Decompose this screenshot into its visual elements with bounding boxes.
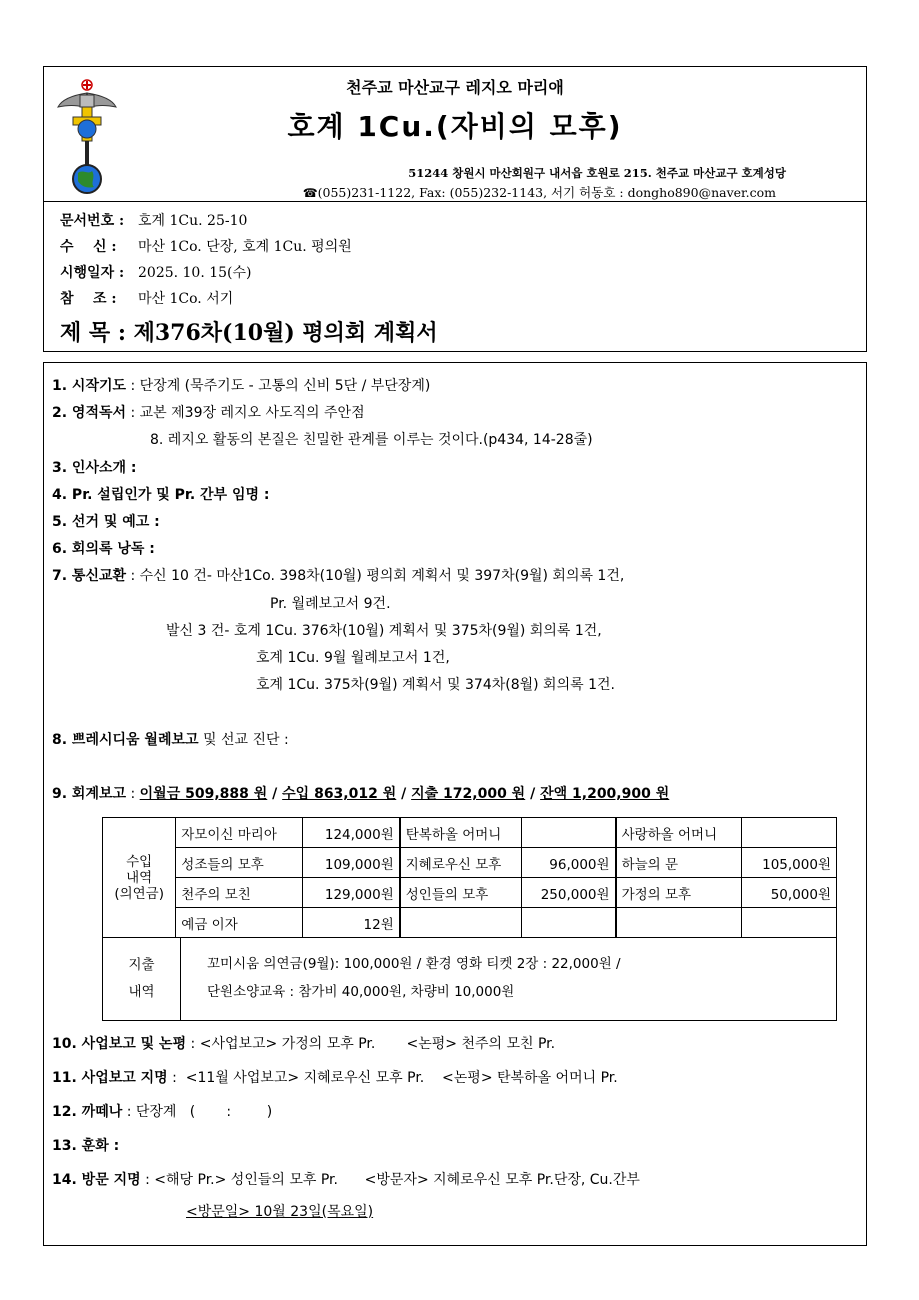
curia-title: 호계 1Cu.(자비의 모후) [287,110,623,143]
reference-row [60,288,233,308]
agenda-item-13: 13. 훈화 : [52,1138,120,1154]
reference: 마산 1Co. 서기 [138,291,234,307]
subject: 제376차(10월) 평의회 계획서 [133,320,438,346]
agenda-item-11: 11. 사업보고 지명 : <11월 사업보고> 지혜로우신 모후 Pr. <논평> 탄복하올 어머니 Pr. [52,1070,618,1086]
agenda-item-12: 12. 까떼나 : 단장계 ( : ) [52,1104,273,1120]
table-row: 천주의 모친 129,000원 성인들의 모후 250,000원 가정의 모후 50,000원 [103,878,837,908]
agenda-item-4: 4. Pr. 설립인가 및 Pr. 간부 임명 : [52,487,270,503]
carry-over: 이월금 509,888 원 [139,786,268,802]
recipient-label: 수 신 : [60,239,117,255]
reference-label: 참 조 : [60,291,117,307]
agenda-item-7-line4: 호계 1Cu. 9월 월례보고서 1건, [256,650,450,666]
letterhead [43,66,867,202]
doc-number-label: 문서번호 : [60,213,125,229]
agenda-item-10: 10. 사업보고 및 논평 : <사업보고> 가정의 모후 Pr. <논평> 천주의 모친 Pr. [52,1036,556,1052]
table-row: 예금 이자 12원 [103,908,837,938]
document-meta [43,202,867,352]
agenda-item-2-detail: 8. 레지오 활동의 본질은 친밀한 관계를 이루는 것이다.(p434, 14-28줄) [150,432,593,448]
table-row: 성조들의 모후 109,000원 지혜로우신 모후 96,000원 하늘의 문 105,000원 [103,848,837,878]
organization-name: 천주교 마산교구 레지오 마리애 [346,78,564,97]
expense-box [102,937,837,1021]
subject-row [60,316,438,347]
subject-label: 제 목 : [60,320,126,346]
address: 51244 창원시 마산회원구 내서읍 호원로 215. 천주교 마산교구 호계성당 [408,166,786,180]
income-table [102,817,837,938]
table-row: 수입 내역 (의연금) 자모이신 마리아 124,000원 탄복하올 어머니 사랑하올 어머니 [103,818,837,848]
date-label: 시행일자 : [60,265,125,281]
expense-line-2: 단원소양교육 : 참가비 40,000원, 차량비 10,000원 [207,984,515,1000]
issue-date: 2025. 10. 15(수) [138,265,252,281]
balance: 잔액 1,200,900 원 [540,786,670,802]
agenda-item-7-line5: 호계 1Cu. 375차(9월) 계획서 및 374차(8월) 회의록 1건. [256,677,615,693]
recipient-row [60,236,352,256]
agenda-item-6: 6. 회의록 낭독 : [52,541,155,557]
expense-header: 지출 내역 [103,938,181,1020]
contact-info: (055)231-1122, Fax: (055)232-1143, 서기 허동호 : dongho890@naver.com [317,185,776,200]
agenda-item-7: 7. 통신교환 : 수신 10 건- 마산1Co. 398차(10월) 평의회 계획서 및 397차(9월) 회의록 1건, [52,568,625,584]
agenda-item-1: 1. 시작기도 : 단장계 (묵주기도 - 고통의 신비 5단 / 부단장계) [52,378,431,394]
date-row [60,262,252,282]
phone-icon: ☎ [302,186,318,200]
income-total: 수입 863,012 원 [282,786,397,802]
agenda-item-2: 2. 영적독서 : 교본 제39장 레지오 사도직의 주안점 [52,405,365,421]
agenda-item-8: 8. 쁘레시디움 월례보고 및 선교 진단 : [52,732,289,748]
doc-number: 호계 1Cu. 25-10 [138,213,248,229]
agenda-item-7-line3: 발신 3 건- 호계 1Cu. 376차(10월) 계획서 및 375차(9월) 회의록 1건, [166,623,602,639]
agenda-body [43,362,867,1246]
expense-total: 지출 172,000 원 [411,786,526,802]
contact-line [303,183,776,201]
agenda-item-3: 3. 인사소개 : [52,460,137,476]
income-header: 수입 내역 (의연금) [103,818,176,938]
agenda-item-7-line2: Pr. 월례보고서 9건. [270,596,391,612]
agenda-item-5: 5. 선거 및 예고 : [52,514,160,530]
visit-date: <방문일> 10월 23일(목요일) [186,1204,374,1220]
doc-number-row [60,210,247,230]
recipient: 마산 1Co. 단장, 호계 1Cu. 평의원 [138,239,352,255]
agenda-item-14: 14. 방문 지명 : <해당 Pr.> 성인들의 모후 Pr. <방문자> 지혜로우신 모후 Pr.단장, Cu.간부 [52,1172,640,1188]
agenda-item-9: 9. 회계보고 : 이월금 509,888 원 / 수입 863,012 원 / 지출 172,000 원 / 잔액 1,200,900 원 [52,786,670,802]
expense-line-1: 꼬미시움 의연금(9월): 100,000원 / 환경 영화 티켓 2장 : 22,000원 / [207,956,621,972]
